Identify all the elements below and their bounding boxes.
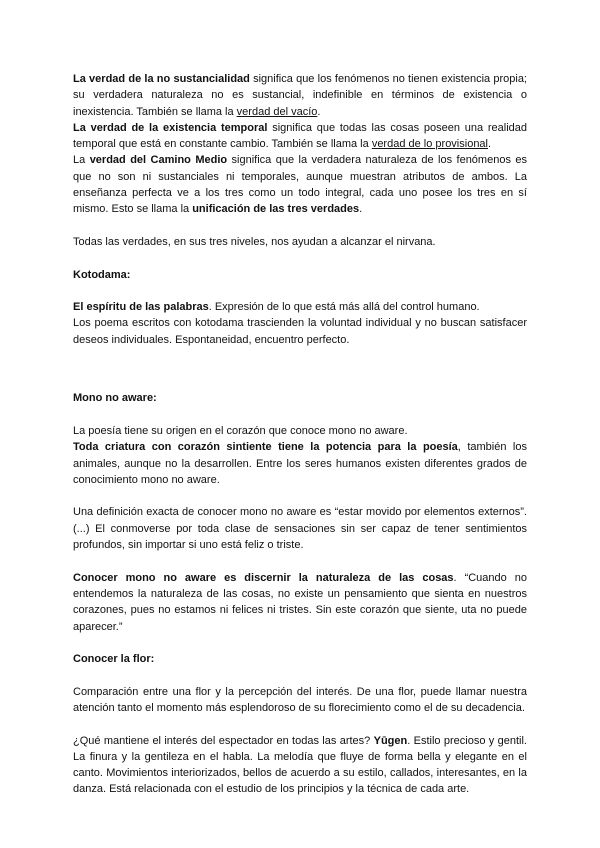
term-discernir-naturaleza: Conocer mono no aware es discernir la naturaleza de las cosas (73, 571, 454, 584)
term-existencia-temporal: La verdad de la existencia temporal (73, 121, 268, 134)
term-camino-medio: verdad del Camino Medio (89, 154, 228, 167)
heading-mono-no-aware: Mono no aware: (73, 392, 157, 405)
term-unificacion: unificación de las tres verdades (192, 203, 360, 216)
heading-conocer-la-flor: Conocer la flor: (73, 653, 155, 666)
paragraph-no-sustancialidad: La verdad de la no sustancialidad significa que los fenómenos no tienen existencia propia; su verdadera naturaleza no es sustancial, indefinible en términos de existencia o inexistencia. También se llama la verdad del vacío. (73, 73, 527, 118)
term-criatura-sintiente: Toda criatura con corazón sintiente tiene la potencia para la poesía (73, 441, 458, 454)
underlined-verdad-de-lo-provisional: verdad de lo provisional (371, 138, 488, 151)
paragraph-discernir-naturaleza: Conocer mono no aware es discernir la naturaleza de las cosas. “Cuando no entendemos la naturaleza de las cosas, no existe un pensamiento que sienta en nuestros corazones, pues no estamos ni felices ni tristes. Sin este corazón que siente, uta no puede aparecer.” (73, 571, 527, 633)
paragraph-criatura-sintiente: Toda criatura con corazón sintiente tiene la potencia para la poesía, también los animales, aunque no la desarrollen. Entre los seres humanos existen diferentes grados de conocimiento mono no aware. (73, 441, 527, 486)
paragraph-espiritu-palabras: El espíritu de las palabras. Expresión de lo que está más allá del control humano. (73, 301, 480, 314)
heading-kotodama: Kotodama: (73, 268, 131, 281)
underlined-verdad-del-vacio: verdad del vacío (236, 105, 318, 118)
paragraph-definicion-mono-no-aware: Una definición exacta de conocer mono no aware es “estar movido por elementos externos”. (...) El conmoverse por toda clase de sensaciones sin ser capaz de tener sentimientos profundos, sin importar si uno está feliz o triste. (73, 506, 527, 552)
paragraph-comparacion-flor: Comparación entre una flor y la percepción del interés. De una flor, puede llamar nuestra atención tanto el momento más esplendoroso de su florecimiento como el de su decadencia. (73, 685, 527, 714)
paragraph-yugen: ¿Qué mantiene el interés del espectador en todas las artes? Yūgen. Estilo precioso y gentil. La finura y la gentileza en el habla. La melodía que fluye de forma bella y elegante en el canto. Movimientos interiorizados, bellos de acuerdo a su estilo, callados, interesantes, en la danza. Está relacionada con el estudio de los principios y la técnica de cada arte. (73, 734, 527, 796)
paragraph-nirvana: Todas las verdades, en sus tres niveles, nos ayudan a alcanzar el nirvana. (73, 235, 436, 248)
paragraph-camino-medio: La verdad del Camino Medio significa que la verdadera naturaleza de los fenómenos es que no son ni sustanciales ni temporales, aunque muestran atributos de ambos. La enseñanza perfecta ve a los tres como un todo integral, cada uno posee los tres en sí mismo. Esto se llama la unificación de las tres verdades. (73, 154, 528, 216)
paragraph-origen-poesia: La poesía tiene su origen en el corazón que conoce mono no aware. (73, 424, 408, 437)
paragraph-existencia-temporal: La verdad de la existencia temporal significa que todas las cosas poseen una realidad temporal que está en constante cambio. También se llama la verdad de lo provisional. (73, 121, 527, 151)
paragraph-poemas-kotodama: Los poema escritos con kotodama trascienden la voluntad individual y no buscan satisfacer deseos individuales. Espontaneidad, encuentro perfecto. (73, 317, 527, 346)
term-no-sustancialidad: La verdad de la no sustancialidad (73, 73, 250, 85)
term-espiritu-palabras: El espíritu de las palabras (73, 301, 209, 314)
term-yugen: Yūgen (373, 734, 408, 747)
